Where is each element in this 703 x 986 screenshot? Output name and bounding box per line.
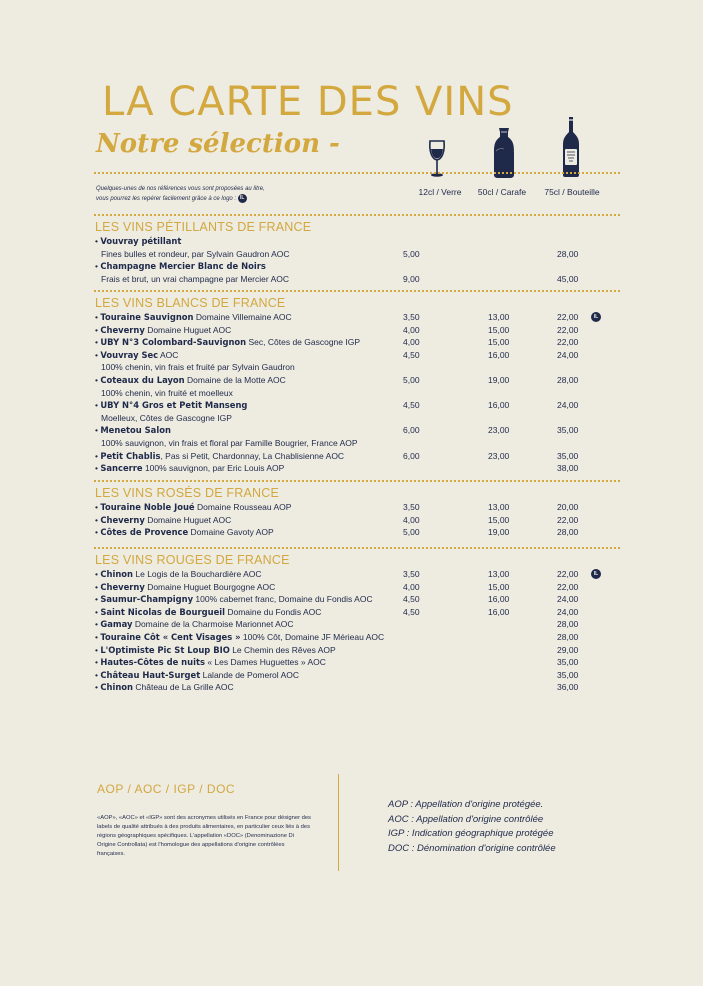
wine-row [95, 669, 620, 681]
price-bottle: 22,00 [557, 569, 579, 579]
litre-logo: IL [591, 569, 601, 579]
price-bottle: 22,00 [557, 324, 579, 335]
divider [94, 480, 620, 482]
price-bottle: 35,00 [557, 657, 579, 668]
price-carafe: 16,00 [488, 349, 510, 360]
wine-row [95, 631, 620, 643]
section-title: LES VINS BLANCS DE FRANCE [95, 296, 286, 310]
price-glass: 6,00 [403, 450, 420, 461]
footer-text: «AOP», «AOC» et «IGP» sont des acronymes utilisés en France pour désigner des labels de qualité attribués à des produits alimentaires, en particulier ceux liés à des régions géographiques spécifiques. L'appellation «DOC» (Denominazione Di Origine Controllata) est l'homologue des appellations d'origine contrôlées françaises. [97, 815, 311, 857]
wine-row [95, 681, 620, 693]
litre-logo: IL [591, 312, 601, 322]
wine-row [95, 593, 620, 605]
wine-name: • Cheverny Domaine Huguet Bourgogne AOC [95, 581, 276, 592]
wine-name: • Cheverny Domaine Huguet AOC [95, 514, 232, 525]
glossary-item: AOP : Appellation d'origine protégée. [388, 799, 544, 810]
price-glass: 3,50 [403, 502, 420, 512]
wine-row [95, 311, 620, 323]
wine-row [95, 501, 620, 513]
price-glass: 4,50 [403, 400, 420, 411]
price-carafe: 16,00 [488, 400, 510, 411]
wine-name: • UBY N°4 Gros et Petit Manseng [95, 400, 248, 411]
price-glass: 4,00 [403, 324, 420, 335]
price-bottle: 28,00 [557, 527, 579, 538]
price-glass: 5,00 [403, 527, 420, 538]
wine-row [95, 260, 620, 272]
section-title: LES VINS ROSÉS DE FRANCE [95, 486, 280, 500]
wine-name: • Côtes de Provence Domaine Gavoty AOP [95, 527, 274, 538]
price-bottle: 28,00 [557, 619, 579, 630]
footer-title: AOP / AOC / IGP / DOC [97, 782, 236, 796]
wine-description: Moelleux, Côtes de Gascogne IGP [101, 412, 232, 423]
price-bottle: 36,00 [557, 682, 579, 693]
wine-row [95, 581, 620, 593]
wine-row [95, 424, 620, 436]
wine-description: Fines bulles et rondeur, par Sylvain Gaudron AOC [101, 248, 290, 259]
wine-name: • L'Optimiste Pic St Loup BIO Le Chemin des Rêves AOP [95, 644, 336, 655]
wine-name: • Saint Nicolas de Bourgueil Domaine du Fondis AOC [95, 606, 322, 617]
wine-name: • Vouvray pétillant [95, 236, 182, 246]
glossary-item: DOC : Dénomination d'origine contrôlée [388, 842, 556, 854]
intro-text: Quelques-unes de nos références vous sont proposées au litre, vous pourrez les repérer facilement grâce à ce logo : IL [96, 186, 265, 203]
column-header-glass: 12cl / Verre [418, 187, 462, 197]
price-bottle: 29,00 [557, 644, 579, 655]
column-header-carafe: 50cl / Carafe [477, 187, 527, 197]
divider [94, 547, 620, 549]
price-glass: 9,00 [403, 273, 420, 284]
price-carafe: 15,00 [488, 514, 510, 525]
price-bottle: 20,00 [557, 502, 579, 512]
wine-name: • Gamay Domaine de la Charmoise Marionnet AOC [95, 619, 294, 630]
wine-name: • Chinon Le Logis de la Bouchardière AOC [95, 569, 262, 579]
wine-name: • Château Haut-Surget Lalande de Pomerol AOC [95, 669, 299, 680]
wine-row [95, 412, 620, 424]
wine-name: • Chinon Château de La Grille AOC [95, 682, 234, 693]
price-glass: 4,00 [403, 514, 420, 525]
price-carafe: 19,00 [488, 375, 510, 385]
wine-row [95, 568, 620, 580]
wine-row [95, 606, 620, 618]
price-glass: 6,00 [403, 425, 420, 436]
wine-row [95, 526, 620, 538]
price-bottle: 35,00 [557, 425, 579, 436]
wine-row [95, 618, 620, 630]
wine-row [95, 644, 620, 656]
wine-row [95, 273, 620, 285]
wine-bottle-icon [562, 116, 580, 178]
wine-name: • Cheverny Domaine Huguet AOC [95, 324, 232, 335]
price-carafe: 13,00 [488, 569, 510, 579]
wine-description: 100% chenin, vin fruité et moelleux [101, 387, 233, 398]
price-carafe: 16,00 [488, 594, 510, 605]
wine-name: • Petit Chablis, Pas si Petit, Chardonnay, La Chablisienne AOC [95, 450, 345, 461]
price-carafe: 19,00 [488, 527, 510, 538]
wine-description: 100% chenin, vin frais et fruité par Sylvain Gaudron [101, 362, 295, 373]
wine-name: • Coteaux du Layon Domaine de la Motte AOC [95, 375, 286, 385]
wine-description: 100% sauvignon, vin frais et floral par Famille Bougrier, France AOP [101, 438, 358, 448]
wine-row [95, 399, 620, 411]
price-glass: 4,50 [403, 594, 420, 605]
footer-divider [338, 774, 339, 871]
divider [94, 172, 620, 174]
wine-row [95, 361, 620, 373]
section-title: LES VINS ROUGES DE FRANCE [95, 553, 290, 567]
price-carafe: 15,00 [488, 581, 510, 592]
wine-row [95, 336, 620, 348]
price-carafe: 15,00 [488, 324, 510, 335]
wine-name: • Touraine Noble Joué Domaine Rousseau AOP [95, 502, 292, 512]
price-carafe: 15,00 [488, 337, 510, 348]
wine-name: • Hautes-Côtes de nuits « Les Dames Huguettes » AOC [95, 657, 326, 668]
page-subtitle: Notre sélection - [96, 129, 340, 159]
wine-row [95, 656, 620, 668]
litre-logo: IL [238, 194, 247, 203]
section-title: LES VINS PÉTILLANTS DE FRANCE [95, 220, 312, 234]
wine-name: • UBY N°3 Colombard-Sauvignon Sec, Côtes de Gascogne IGP [95, 337, 361, 348]
price-glass: 4,50 [403, 349, 420, 360]
price-bottle: 38,00 [557, 463, 579, 474]
price-glass: 4,50 [403, 606, 420, 617]
price-bottle: 22,00 [557, 337, 579, 348]
wine-name: • Touraine Côt « Cent Visages » 100% Côt, Domaine JF Mérieau AOC [95, 632, 385, 642]
price-bottle: 35,00 [557, 450, 579, 461]
glossary [388, 798, 628, 856]
glossary-item: IGP : Indication géographique protégée [388, 828, 554, 839]
price-bottle: 22,00 [557, 312, 579, 322]
price-carafe: 13,00 [488, 312, 510, 322]
price-glass: 3,50 [403, 312, 420, 322]
page-title: LA CARTE DES VINS [102, 79, 514, 125]
column-header-bottle: 75cl / Bouteille [544, 187, 600, 197]
wine-description: Frais et brut, un vrai champagne par Mercier AOC [101, 273, 290, 284]
price-carafe: 23,00 [488, 450, 510, 461]
price-glass: 4,00 [403, 337, 420, 348]
price-bottle: 28,00 [557, 248, 579, 259]
wine-row [95, 324, 620, 336]
wine-row [95, 462, 620, 474]
price-glass: 4,00 [403, 581, 420, 592]
price-bottle: 28,00 [557, 375, 579, 385]
wine-row [95, 374, 620, 386]
price-bottle: 24,00 [557, 400, 579, 411]
price-bottle: 24,00 [557, 594, 579, 605]
wine-row [95, 248, 620, 260]
wine-name: • Menetou Salon [95, 425, 171, 436]
wine-row [95, 450, 620, 462]
wine-row [95, 514, 620, 526]
price-glass: 5,00 [403, 375, 420, 385]
wine-name: • Sancerre 100% sauvignon, par Eric Louis AOP [95, 463, 285, 474]
divider [94, 290, 620, 292]
price-glass: 5,00 [403, 248, 420, 259]
price-bottle: 24,00 [557, 606, 579, 617]
price-bottle: 45,00 [557, 273, 579, 284]
wine-name: • Vouvray Sec AOC [95, 349, 179, 360]
glossary-item: AOC : Appellation d'origine contrôlée [388, 813, 544, 825]
price-carafe: 16,00 [488, 606, 510, 617]
price-carafe: 13,00 [488, 502, 510, 512]
wine-row [95, 437, 620, 449]
price-bottle: 22,00 [557, 514, 579, 525]
price-bottle: 22,00 [557, 581, 579, 592]
price-glass: 3,50 [403, 569, 420, 579]
price-bottle: 35,00 [557, 669, 579, 680]
wine-name: • Saumur-Champigny 100% cabernet franc, Domaine du Fondis AOC [95, 594, 373, 605]
price-bottle: 28,00 [557, 632, 579, 642]
price-bottle: 24,00 [557, 349, 579, 360]
wine-row [95, 349, 620, 361]
wine-row [95, 387, 620, 399]
wine-name: • Champagne Mercier Blanc de Noirs [95, 261, 266, 272]
wine-name: • Touraine Sauvignon Domaine Villemaine AOC [95, 312, 292, 322]
price-carafe: 23,00 [488, 425, 510, 436]
wine-row [95, 235, 620, 247]
divider [94, 214, 620, 216]
